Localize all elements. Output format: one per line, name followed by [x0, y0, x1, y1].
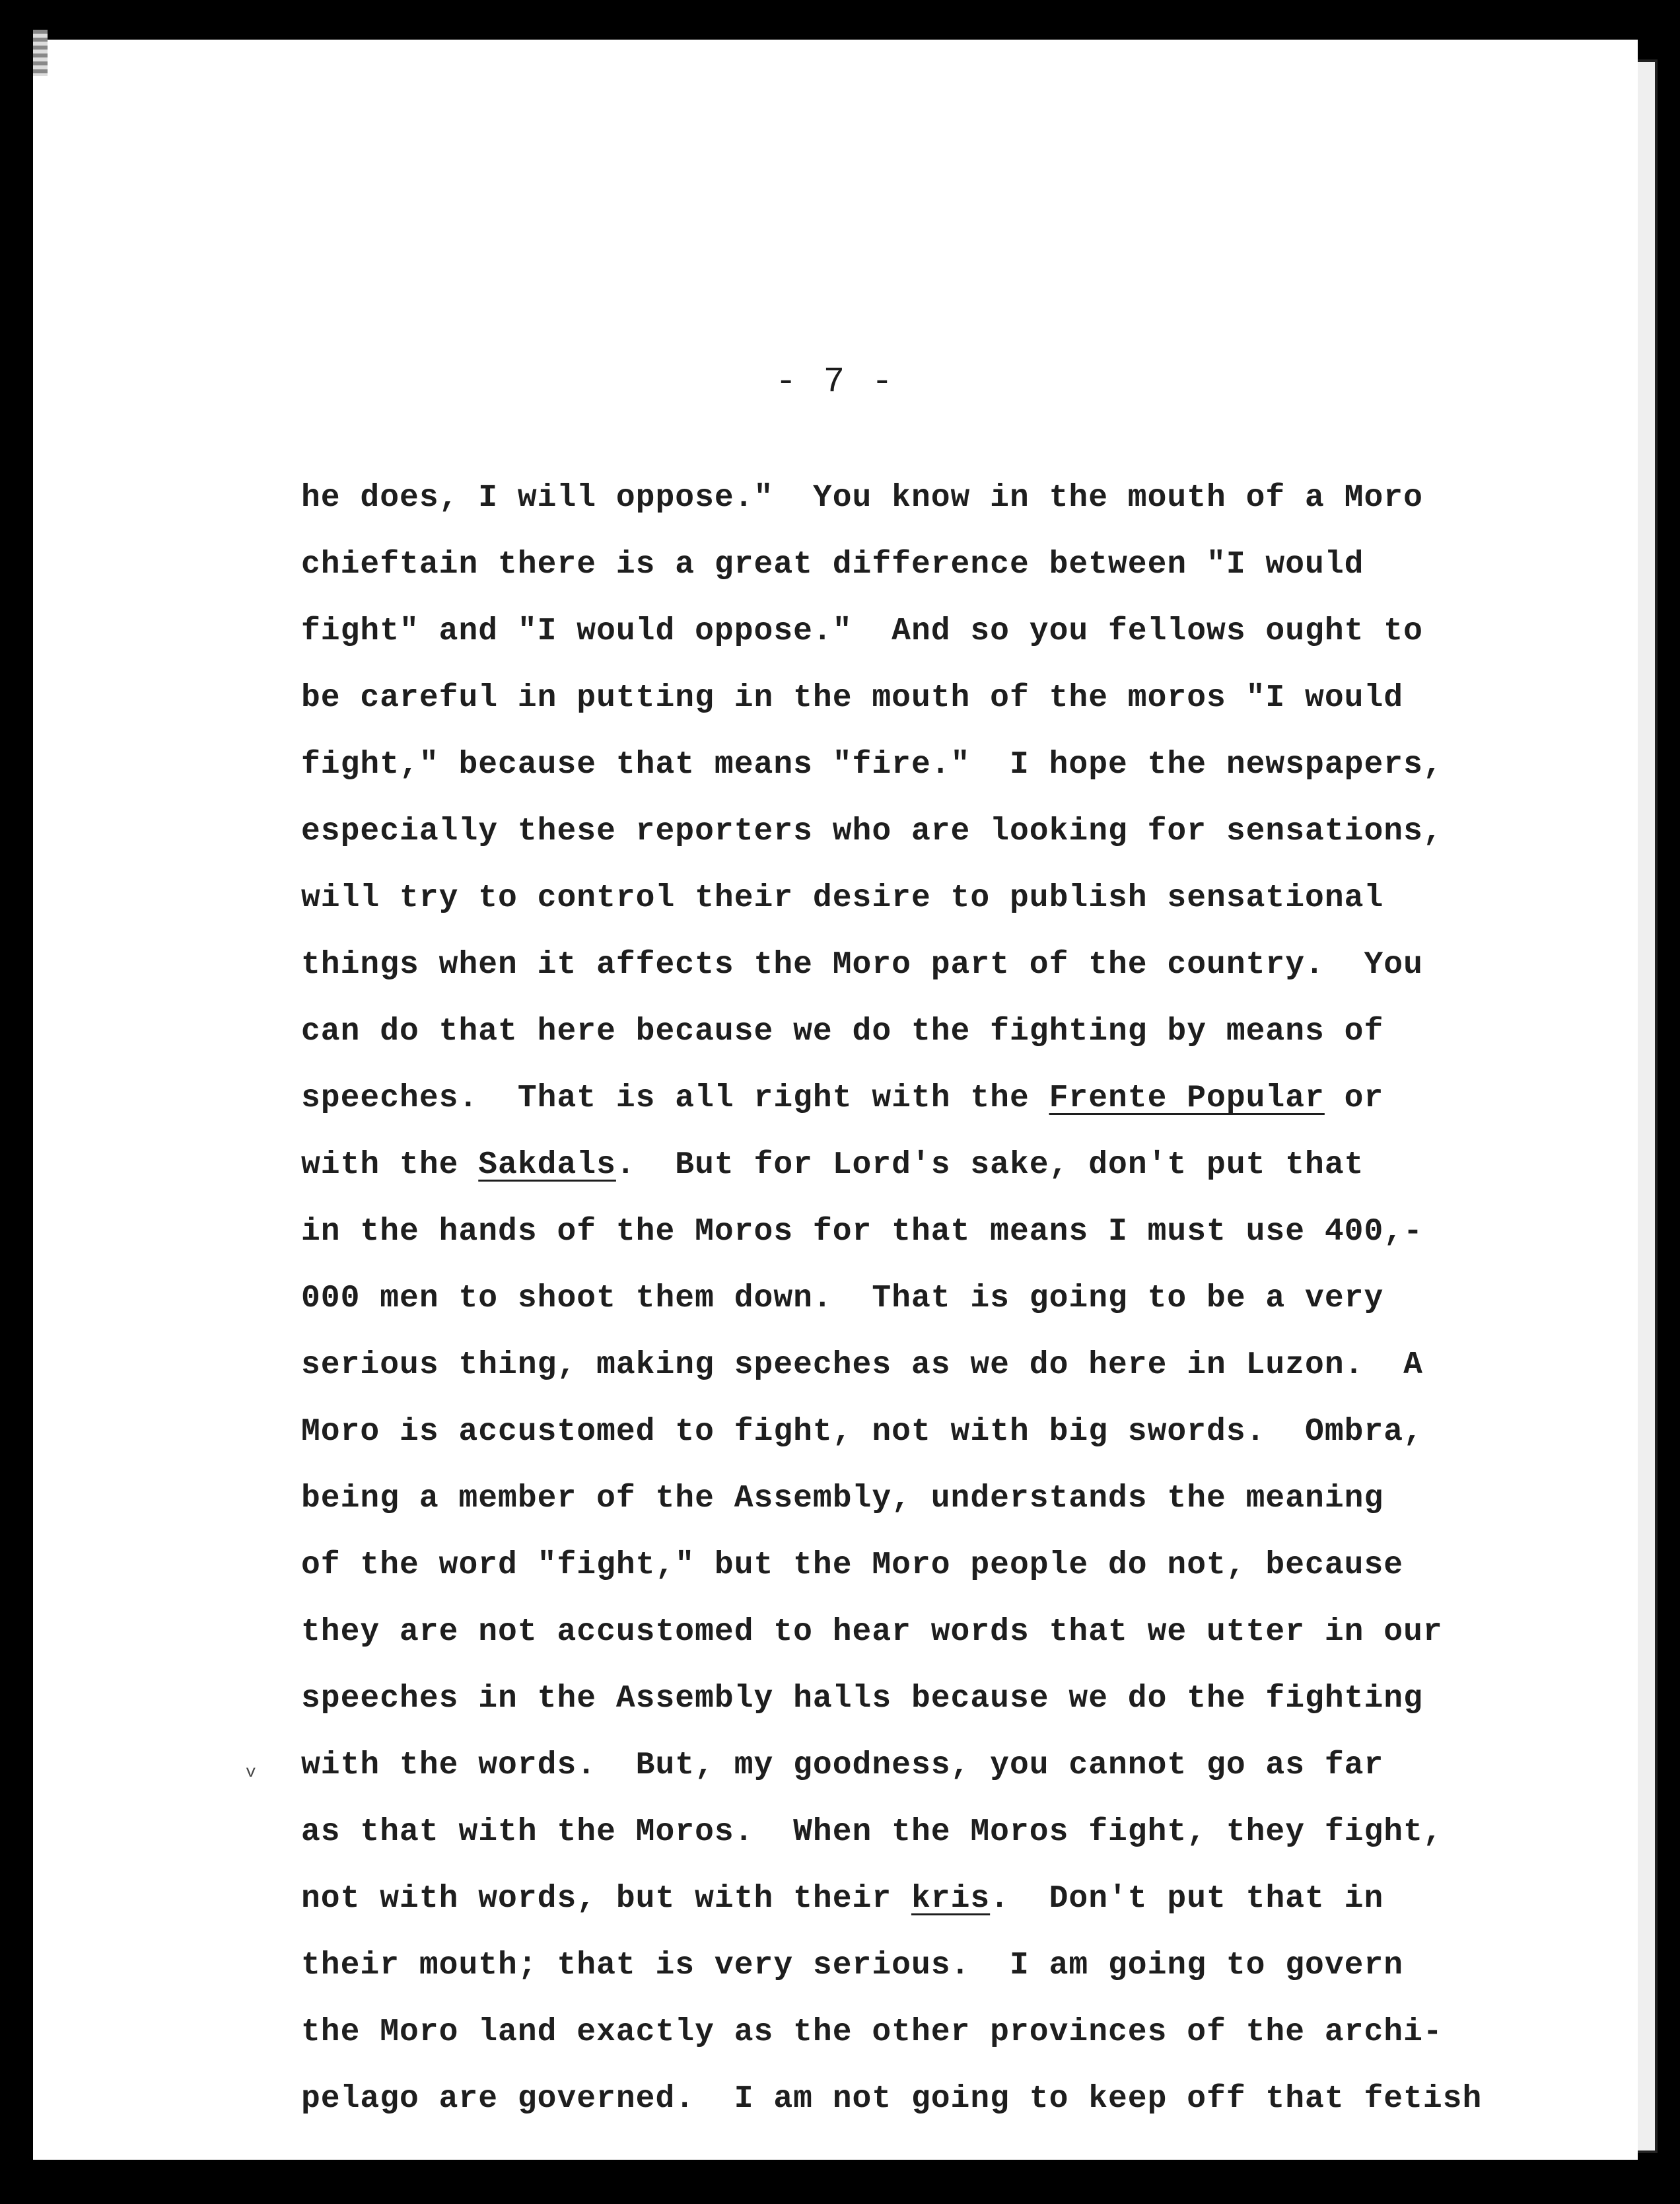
text-segment: as that with the Moros. When the Moros fight, they fight, — [301, 1814, 1443, 1850]
text-line — [301, 1866, 1576, 1933]
binding-edge-mark — [33, 30, 48, 76]
text-line — [301, 2066, 1576, 2133]
text-line — [301, 1799, 1576, 1866]
text-segment: with the words. But, my goodness, you cannot go as far — [301, 1748, 1384, 1783]
text-segment: fight" and "I would oppose." And so you fellows ought to — [301, 614, 1423, 649]
underlined-term: Frente Popular — [1049, 1081, 1325, 1116]
text-segment: their mouth; that is very serious. I am going to govern — [301, 1948, 1404, 1983]
text-segment: with the — [301, 1147, 479, 1183]
underlined-term: Sakdals — [478, 1147, 616, 1183]
text-line — [301, 465, 1576, 532]
text-segment: Moro is accustomed to fight, not with big swords. Ombra, — [301, 1414, 1423, 1450]
text-line — [301, 1265, 1576, 1332]
text-segment: things when it affects the Moro part of the country. You — [301, 947, 1423, 983]
text-segment: pelago are governed. I am not going to keep off that fetish — [301, 2081, 1483, 2117]
text-line — [301, 1732, 1576, 1799]
typewritten-page — [33, 40, 1638, 2160]
text-segment: they are not accustomed to hear words that we utter in our — [301, 1614, 1443, 1650]
text-segment: be careful in putting in the mouth of the moros "I would — [301, 680, 1404, 716]
text-line — [301, 932, 1576, 999]
text-segment: will try to control their desire to publish sensational — [301, 880, 1384, 916]
text-line — [301, 1599, 1576, 1666]
text-line — [301, 532, 1576, 598]
text-line — [301, 1466, 1576, 1532]
text-line — [301, 1666, 1576, 1732]
text-segment: can do that here because we do the fighting by means of — [301, 1014, 1384, 1049]
text-line — [301, 1532, 1576, 1599]
text-segment: speeches in the Assembly halls because we do the fighting — [301, 1681, 1423, 1717]
text-line — [301, 799, 1576, 865]
text-segment: not with words, but with their — [301, 1881, 911, 1917]
page-number: - 7 - — [775, 362, 896, 402]
text-line — [301, 1132, 1576, 1199]
text-segment: 000 men to shoot them down. That is going to be a very — [301, 1281, 1384, 1316]
text-segment: of the word "fight," but the Moro people do not, because — [301, 1547, 1404, 1583]
text-line — [301, 598, 1576, 665]
text-line — [301, 1399, 1576, 1466]
text-line — [301, 865, 1576, 932]
text-segment: . But for Lord's sake, don't put that — [615, 1147, 1364, 1183]
text-segment: or — [1324, 1081, 1384, 1116]
text-segment: especially these reporters who are looking for sensations, — [301, 814, 1443, 849]
text-segment: chieftain there is a great difference between "I would — [301, 547, 1364, 583]
margin-mark: v — [246, 1762, 256, 1782]
text-line — [301, 1999, 1576, 2066]
text-segment: serious thing, making speeches as we do here in Luzon. A — [301, 1347, 1423, 1383]
text-segment: fight," because that means "fire." I hope the newspapers, — [301, 747, 1443, 783]
text-line — [301, 1065, 1576, 1132]
underlined-term: kris — [911, 1881, 991, 1917]
text-segment: being a member of the Assembly, understands the meaning — [301, 1481, 1384, 1516]
text-segment: speeches. That is all right with the — [301, 1081, 1049, 1116]
text-line — [301, 665, 1576, 732]
text-line — [301, 732, 1576, 799]
text-line — [301, 1332, 1576, 1399]
body-text — [301, 465, 1576, 2133]
text-segment: he does, I will oppose." You know in the mouth of a Moro — [301, 480, 1423, 516]
text-line — [301, 1199, 1576, 1265]
text-segment: in the hands of the Moros for that means I must use 400,- — [301, 1214, 1423, 1250]
text-segment: . Don't put that in — [990, 1881, 1384, 1917]
text-line — [301, 999, 1576, 1065]
text-line — [301, 1933, 1576, 1999]
text-segment: the Moro land exactly as the other provinces of the archi- — [301, 2014, 1443, 2050]
